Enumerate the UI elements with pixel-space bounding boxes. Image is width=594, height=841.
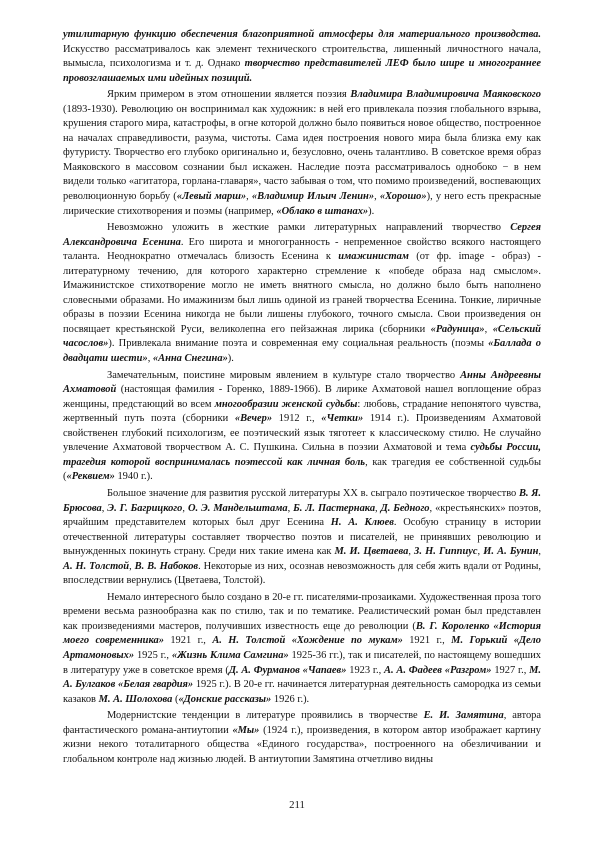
body-text: ).: [227, 353, 234, 365]
emphasis-text: «Четки»: [321, 413, 364, 425]
emphasis-text: Владимира Владимировича Маяковского: [350, 89, 541, 101]
body-text: , автора фантастического романа-антиутопии: [63, 710, 542, 736]
emphasis-text: «Сельский часослов»: [63, 323, 541, 350]
emphasis-text: творчество представителей ЛЕФ было шире и многограннее провозглашаемых ими идейных позиций.: [63, 58, 541, 84]
body-text: ,: [375, 502, 381, 514]
emphasis-text: «Левый марш»: [176, 191, 247, 203]
emphasis-text: А. Н. Толстой: [63, 560, 130, 572]
emphasis-text: З. Н. Гиппиус: [414, 546, 478, 558]
body-text: ,: [484, 323, 493, 335]
emphasis-text: «Анна Снегина»: [152, 353, 228, 365]
body-text: Большое значение для развития русской литературы ХХ в. сыграло поэтическое творчество: [107, 487, 519, 499]
emphasis-text: М. А. Шолохова: [98, 693, 173, 705]
body-text: 1914 г.). Произведениям Ахматовой свойственен глубокий психологизм, ее поэтический язык тяготеет к классическому стилю. Не случайно увлечение Ахматовой творчеством А. С. Пушкина. Сильна в поэзии Ахматовой и тема: [63, 413, 541, 454]
emphasis-text: М. И. Цветаева: [334, 546, 409, 558]
emphasis-text: В. Я. Брюсова: [63, 487, 541, 514]
emphasis-text: А. Н. Толстой «Хождение по мукам»: [212, 635, 403, 647]
emphasis-text: Сергея Александровича Есенина: [63, 222, 541, 248]
body-text: Искусство рассматривалось как элемент технического строительства, лишенный личностного начала, вымысла, психологизма и т. д. Однако: [63, 43, 541, 70]
body-text: ,: [287, 502, 294, 514]
emphasis-text: М. Горький «Дело Артамоновых»: [63, 635, 541, 661]
emphasis-text: Анны Андреевны Ахматовой: [63, 369, 541, 396]
body-text: Модернистские тенденции в литературе проявились в творчестве: [107, 710, 424, 722]
emphasis-text: судьбы России, трагедия которой воспринималась поэтессой как личная боль: [63, 442, 541, 468]
emphasis-text: Н. А. Клюев: [330, 517, 394, 529]
body-text: ,: [477, 546, 484, 558]
body-text: . Его широта и многогранность - непременное свойство всякого настоящего таланта. Неоднократно отмечалась близость Есенина к: [63, 236, 542, 263]
body-text: , «крестьянских» поэтов, ярчайшим представителем которых был друг Есенина: [63, 502, 542, 529]
body-text: 1921 г.,: [163, 635, 213, 647]
document-body: [63, 28, 541, 767]
emphasis-text: Д. А. Фурманов «Чапаев»: [228, 664, 347, 676]
body-text: ,: [246, 191, 252, 203]
body-text: . Некоторые из них, осознав невозможность для себя жить вдали от Родины, впоследствии вернулись (Цветаева, Толстой).: [63, 560, 542, 587]
body-text: ,: [129, 560, 135, 572]
body-text: ,: [182, 502, 188, 514]
paragraph-yesenin: [63, 221, 541, 366]
body-text: ,: [408, 546, 415, 558]
body-text: 1925 г.). В 20-е гг. начинается литературная деятельность самородка из семьи казаков: [63, 679, 542, 705]
body-text: 1927 г.,: [491, 664, 530, 676]
emphasis-text: имажинистам: [338, 251, 409, 263]
body-text: ), у него есть прекрасные лирические стихотворения и поэмы (например,: [63, 191, 541, 217]
paragraph-mayakovsky: [63, 88, 541, 219]
paragraph-lef: [63, 28, 541, 86]
emphasis-text: «Хорошо»: [379, 191, 427, 203]
body-text: Замечательным, поистине мировым явлением в культуре стало творчество: [107, 369, 461, 381]
body-text: Ярким примером в этом отношении является поэзия: [107, 89, 351, 101]
emphasis-text: «Мы»: [232, 724, 260, 736]
body-text: ,: [538, 546, 541, 558]
body-text: 1912 г.,: [272, 413, 322, 425]
body-text: ,: [101, 502, 108, 514]
body-text: Невозможно уложить в жесткие рамки литературных направлений творчество: [107, 222, 511, 234]
body-text: 1921 г.,: [402, 635, 452, 647]
page-number: 211: [289, 799, 305, 811]
body-text: (: [172, 693, 179, 705]
body-text: 1940 г.).: [114, 471, 153, 483]
emphasis-text: «Жизнь Клима Самгина»: [171, 649, 289, 661]
emphasis-text: А. А. Фадеев «Разгром»: [384, 664, 492, 676]
body-text: (1924 г.), произведения, в котором автор изображает картину жизни некого тоталитарного общества «Единого государства», построенного на обезличивании и глобальном контроле над жизнью людей. В антиутопии Замятина отчетливо видны: [63, 724, 541, 765]
body-text: ). Привлекала внимание поэта и современная ему социальная реальность (поэмы: [108, 338, 489, 350]
body-text: ,: [147, 353, 153, 365]
emphasis-text: многообразии женской судьбы: [214, 398, 358, 410]
emphasis-text: «Радуница»: [430, 323, 485, 335]
body-text: ).: [368, 205, 375, 217]
body-text: Немало интересного было создано в 20-е гг. писателями-прозаиками. Художественная проза того времени весьма разнообразна как по стилю, так и по тематике. Реалистический роман был представлен как произведениями мастеров, получивших известность еще до революции (: [63, 591, 541, 632]
emphasis-text: «Донские рассказы»: [178, 693, 272, 705]
body-text: 1925 г.,: [134, 649, 172, 661]
emphasis-text: «Владимир Ильич Ленин»: [251, 191, 375, 203]
emphasis-text: Э. Г. Багрицкого: [107, 502, 183, 514]
emphasis-text: «Облако в штанах»: [276, 205, 369, 217]
emphasis-text: «Баллада о двадцати шести»: [63, 338, 541, 365]
body-text: : любовь, страдание непонятого чувства, жертвенный путь поэта (сборники: [63, 398, 541, 425]
body-text: . Особую страницу в истории отечественной литературы составляет творчество поэтов и писателей, не принявших революцию и вынужденных покинуть страну. Среди них такие имена как: [63, 517, 541, 558]
body-text: (от фр. image - образ) - литературному течению, для которого характерно стремление к «победе образа над смыслом». Имажинистское стихотворение могло не иметь внятного смысла, но должно было быть наполнено словесными образами. Но имажинизм был лишь одиной из граней творчества Есенина. Тонкие, лиричные образы в поэзии Есенина никогда не были лишены глубокого, точного смысла. Свои произведения он посвящает крестьянской Руси, великолепна его пейзажная лирика (сборники: [63, 251, 541, 335]
paragraph-prose: [63, 591, 541, 707]
paragraph-poets: [63, 487, 541, 589]
emphasis-text: Д. Бедного: [380, 502, 430, 514]
emphasis-text: В. Г. Короленко «История моего современника»: [63, 620, 541, 647]
body-text: ,: [374, 191, 380, 203]
emphasis-text: Е. И. Замятина: [423, 710, 504, 722]
emphasis-text: М. А. Булгаков «Белая гвардия»: [63, 664, 541, 691]
emphasis-text: утилитарную функцию обеспечения благоприятной атмосферы для материального производства.: [63, 29, 541, 40]
emphasis-text: О. Э. Мандельштама: [187, 502, 288, 514]
body-text: 1923 г.,: [346, 664, 385, 676]
body-text: (1893-1930). Революцию он воспринимал как художник: в ней его привлекала поэзия глобального взрыва, крушения старого мира, катастрофы, в огне которой должно было появиться новое общество, построенное на началах справедливости, разума, чистоты. Сама идея построения нового мира была близка ему как футуристу. Творчество его глубоко оригинально и, безусловно, очень талантливо. В советское время образ Маяковского в массовом сознании был искажен. Наследие поэта рассматривалось однобоко − в нем видели только «агитатора, горлана-главаря», часто забывая о том, что помимо произведений, воспевающих революционную борьбу (: [63, 103, 541, 203]
paragraph-akhmatova: [63, 369, 541, 485]
emphasis-text: Б. Л. Пастернака: [293, 502, 376, 514]
emphasis-text: «Вечер»: [234, 413, 273, 425]
emphasis-text: И. А. Бунин: [483, 546, 539, 558]
body-text: 1926 г.).: [271, 693, 310, 705]
body-text: (настоящая фамилия - Горенко, 1889-1966). В лирике Ахматовой нашел воплощение образ женщины, предстающий во всем: [63, 384, 541, 410]
body-text: 1925-36 гг.), так и писателей, по настоящему вошедших в литературу уже в советское время (: [63, 649, 541, 676]
body-text: , как трагедия ее собственной судьбы (: [63, 456, 541, 483]
paragraph-zamyatin: [63, 709, 541, 767]
emphasis-text: «Реквием»: [66, 471, 115, 483]
emphasis-text: В. В. Набоков: [134, 560, 199, 572]
